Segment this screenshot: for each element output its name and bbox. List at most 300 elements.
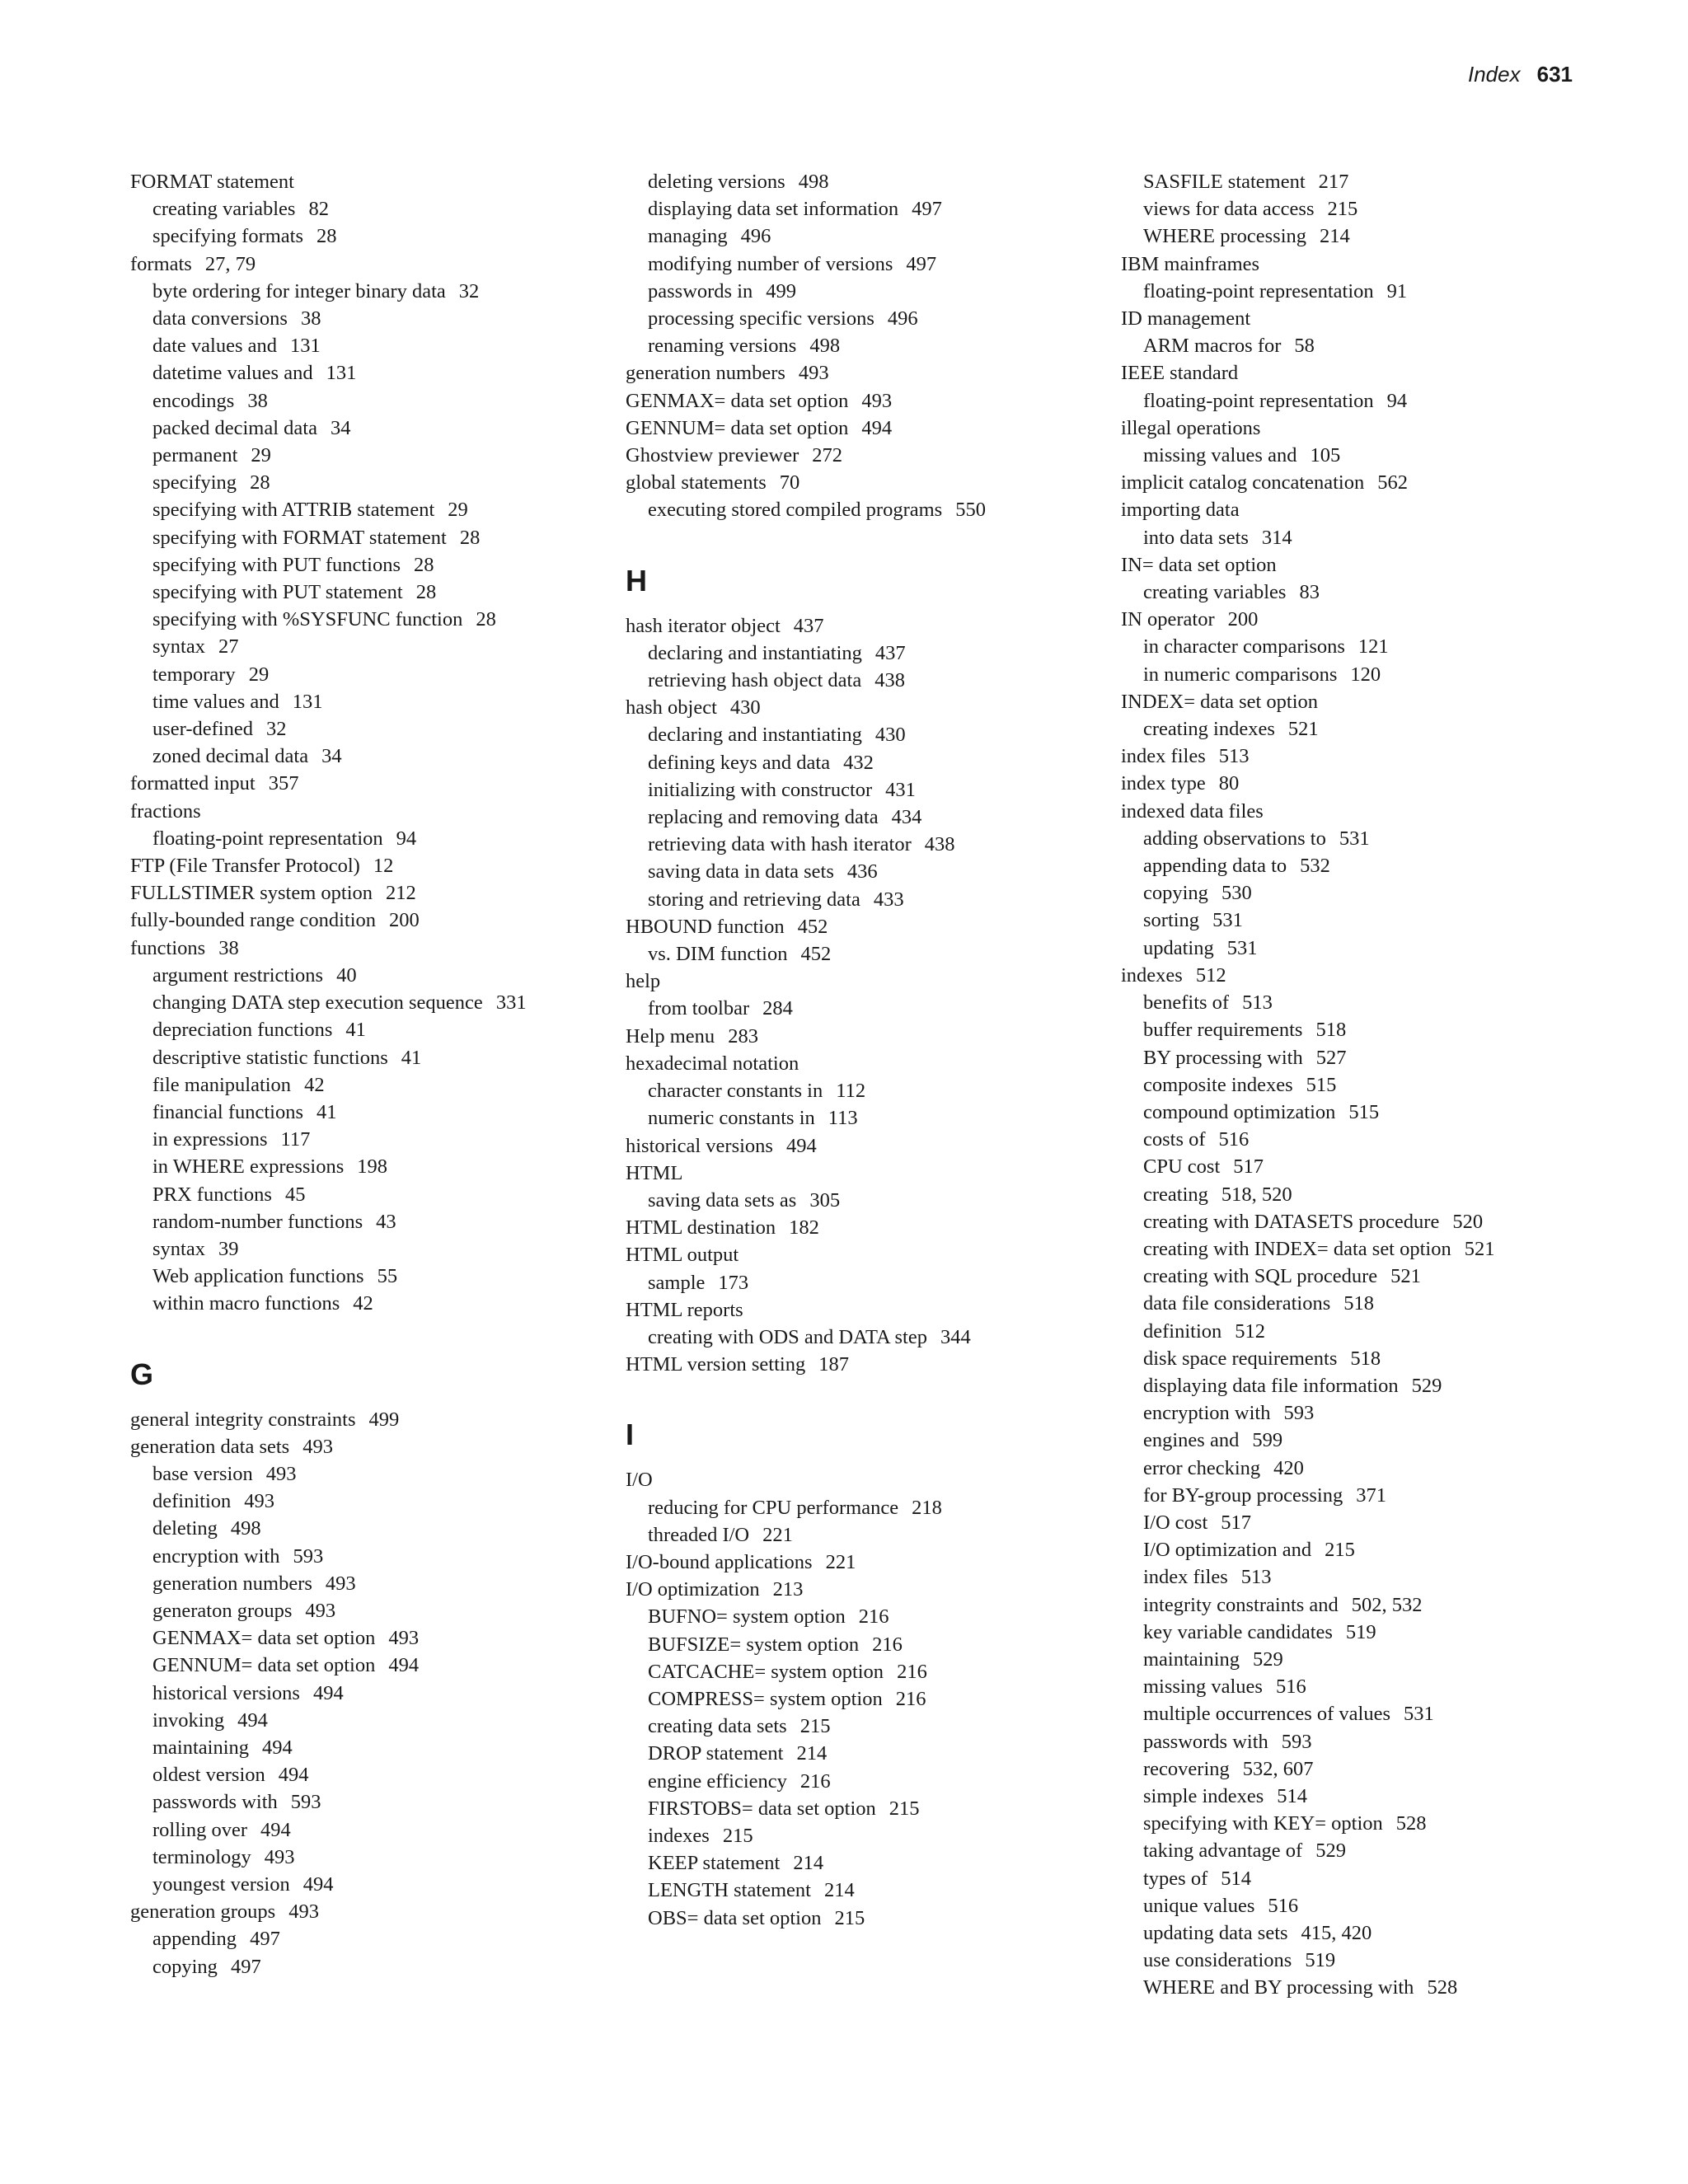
page-reference: 494 (312, 1681, 344, 1704)
page-reference: 216 (895, 1687, 926, 1710)
page-reference: 121 (1357, 635, 1389, 658)
index-term: in expressions (152, 1128, 268, 1151)
index-term: benefits of (1143, 991, 1230, 1015)
section-spacer (626, 1378, 1087, 1405)
index-subentry (626, 1631, 1087, 1658)
index-term: file manipulation (152, 1073, 292, 1096)
index-term: creating variables (152, 198, 296, 221)
page-reference: 494 (785, 1134, 817, 1157)
page-reference: 494 (237, 1708, 268, 1732)
index-term: illegal operations (1121, 416, 1261, 439)
page-reference: 55 (377, 1265, 398, 1288)
index-term: generation numbers (152, 1572, 312, 1595)
page-reference: 497 (250, 1928, 280, 1951)
index-term: compound optimization (1143, 1100, 1336, 1123)
index-entry (626, 415, 1087, 442)
index-term: costs of (1143, 1128, 1206, 1151)
index-subentry (626, 1713, 1087, 1740)
index-term: argument restrictions (152, 963, 324, 987)
page-reference: 528 (1395, 1812, 1427, 1835)
index-subentry (1121, 1399, 1582, 1427)
page-reference: 34 (330, 416, 351, 439)
page-reference: 493 (302, 1435, 333, 1458)
index-term: generation data sets (130, 1435, 290, 1458)
index-entry (130, 935, 592, 962)
index-entry (626, 359, 1087, 387)
index-term: renaming versions (648, 335, 797, 358)
index-term: GENNUM= data set option (626, 416, 849, 439)
index-subentry (626, 1905, 1087, 1932)
index-term: creating with DATASETS procedure (1143, 1210, 1440, 1233)
page-reference: 41 (345, 1019, 366, 1042)
index-entry (130, 251, 592, 278)
page-reference: 216 (872, 1633, 903, 1656)
page-reference: 516 (1275, 1675, 1306, 1699)
index-term: character constants in (648, 1080, 823, 1103)
index-term: byte ordering for integer binary data (152, 279, 446, 302)
page-reference: 216 (858, 1605, 889, 1629)
index-term: definition (152, 1490, 232, 1513)
index-term: defining keys and data (648, 751, 831, 774)
page-reference: 38 (300, 307, 321, 330)
index-subentry (1121, 195, 1582, 223)
index-subentry (626, 721, 1087, 748)
page-reference: 493 (288, 1900, 319, 1924)
page-reference: 531 (1226, 936, 1258, 959)
index-subentry (1121, 1099, 1582, 1126)
index-column-2 (626, 168, 1087, 1932)
index-term: help (626, 970, 661, 993)
index-term: in numeric comparisons (1143, 663, 1338, 686)
header-title: Index (1468, 62, 1521, 87)
index-term: descriptive statistic functions (152, 1046, 388, 1069)
index-term: Ghostview previewer (626, 444, 799, 467)
page-reference: 517 (1233, 1155, 1264, 1179)
index-subentry (626, 749, 1087, 776)
index-subentry (1121, 1563, 1582, 1591)
index-subentry (626, 496, 1087, 523)
index-term: formatted input (130, 772, 256, 795)
page-reference: 215 (1327, 198, 1358, 221)
index-entry (130, 1433, 592, 1460)
index-subentry (130, 1844, 592, 1871)
index-term: index type (1121, 772, 1206, 795)
index-entry (1121, 606, 1582, 633)
page-reference: 41 (401, 1046, 422, 1069)
index-term: implicit catalog concatenation (1121, 471, 1365, 494)
index-subentry (130, 1153, 592, 1180)
index-entry (1121, 798, 1582, 825)
index-entry (130, 1898, 592, 1925)
index-term: LENGTH statement (648, 1879, 811, 1902)
section-letter: I (626, 1418, 635, 1452)
index-subentry (1121, 1263, 1582, 1290)
page-reference: 215 (834, 1906, 865, 1929)
page-reference: 32 (265, 718, 287, 741)
index-term: sample (648, 1271, 706, 1294)
index-entry (626, 1241, 1087, 1268)
page-reference: 214 (824, 1879, 855, 1902)
index-subentry (1121, 1673, 1582, 1700)
page-reference: 12 (373, 855, 394, 878)
index-term: floating-point representation (1143, 389, 1374, 412)
index-term: oldest version (152, 1764, 265, 1787)
index-subentry (130, 415, 592, 442)
index-term: GENNUM= data set option (152, 1654, 376, 1677)
index-term: modifying number of versions (648, 252, 893, 275)
index-term: use considerations (1143, 1949, 1292, 1972)
index-subentry (130, 1290, 592, 1317)
index-term: fully-bounded range condition (130, 909, 377, 932)
index-subentry (130, 551, 592, 579)
index-term: composite indexes (1143, 1073, 1293, 1096)
index-term: initializing with constructor (648, 778, 873, 801)
page-reference: 200 (1227, 608, 1259, 631)
page-reference: 512 (1195, 963, 1226, 987)
index-subentry (626, 995, 1087, 1022)
page-reference: 216 (799, 1769, 831, 1793)
page-reference: 529 (1253, 1647, 1283, 1671)
index-subentry (626, 1269, 1087, 1296)
index-term: floating-point representation (1143, 279, 1374, 302)
index-subentry (626, 804, 1087, 831)
index-term: specifying with ATTRIB statement (152, 499, 435, 522)
index-subentry (130, 1515, 592, 1542)
index-subentry (130, 1099, 592, 1126)
index-entry (1121, 551, 1582, 579)
index-term: disk space requirements (1143, 1347, 1338, 1370)
index-subentry (626, 195, 1087, 223)
page-reference: 131 (292, 690, 323, 713)
index-entry (1121, 305, 1582, 332)
index-subentry (130, 989, 592, 1016)
index-subentry (626, 1077, 1087, 1104)
index-subentry (130, 1263, 592, 1290)
index-subentry (130, 332, 592, 359)
page-reference: 214 (793, 1852, 824, 1875)
index-subentry (130, 1044, 592, 1071)
index-entry (626, 1023, 1087, 1050)
index-subentry (130, 579, 592, 606)
index-subentry (1121, 1016, 1582, 1043)
page-reference: 215 (799, 1715, 831, 1738)
index-term: historical versions (152, 1681, 300, 1704)
index-subentry (1121, 825, 1582, 852)
index-term: ID management (1121, 307, 1251, 330)
index-term: indexed data files (1121, 799, 1264, 823)
index-term: DROP statement (648, 1742, 784, 1765)
page-reference: 452 (800, 943, 832, 966)
index-term: BY processing with (1143, 1046, 1303, 1069)
index-subentry (1121, 852, 1582, 879)
page-reference: 437 (793, 614, 824, 637)
index-term: displaying data set information (648, 198, 899, 221)
index-term: hash iterator object (626, 614, 781, 637)
index-subentry (130, 633, 592, 660)
index-subentry (130, 223, 592, 250)
index-subentry (130, 1788, 592, 1816)
index-term: saving data sets as (648, 1188, 797, 1212)
section-letter: H (626, 563, 647, 598)
index-term: creating with INDEX= data set option (1143, 1237, 1451, 1260)
index-term: HTML output (626, 1244, 739, 1267)
index-term: taking advantage of (1143, 1840, 1303, 1863)
page-reference: 493 (388, 1627, 420, 1650)
page-reference: 518 (1315, 1019, 1347, 1042)
index-term: FULLSTIMER system option (130, 882, 373, 905)
page-reference: 415, 420 (1301, 1922, 1372, 1944)
index-term: random-number functions (152, 1210, 363, 1233)
index-subentry (1121, 1619, 1582, 1646)
index-subentry (626, 667, 1087, 694)
index-subentry (1121, 168, 1582, 195)
index-term: specifying with PUT functions (152, 553, 401, 576)
page-reference: 27, 79 (204, 252, 256, 275)
index-subentry (1121, 1810, 1582, 1837)
page-reference: 516 (1218, 1128, 1250, 1151)
index-term: ARM macros for (1143, 335, 1282, 358)
index-subentry (626, 1740, 1087, 1767)
page-reference: 217 (1318, 171, 1349, 193)
page-reference: 515 (1306, 1073, 1337, 1096)
index-entry (1121, 415, 1582, 442)
page-reference: 497 (906, 252, 937, 275)
index-term: updating (1143, 936, 1214, 959)
page-reference: 38 (247, 389, 268, 412)
index-subentry (626, 1324, 1087, 1351)
page-reference: 497 (912, 198, 942, 221)
index-term: data file considerations (1143, 1292, 1331, 1315)
index-subentry (1121, 1235, 1582, 1263)
page-reference: 70 (779, 471, 800, 494)
index-entry (626, 469, 1087, 496)
index-subentry (1121, 223, 1582, 250)
page-reference: 499 (368, 1408, 400, 1431)
page-reference: 431 (885, 778, 916, 801)
section-spacer (130, 1318, 592, 1345)
index-subentry (130, 1734, 592, 1761)
index-subentry (1121, 1482, 1582, 1509)
index-entry (130, 798, 592, 825)
index-term: creating indexes (1143, 718, 1275, 741)
page-reference: 531 (1404, 1703, 1434, 1726)
index-term: specifying (152, 471, 237, 494)
index-subentry (626, 858, 1087, 885)
page-reference: 39 (218, 1237, 239, 1260)
index-column-3 (1121, 168, 1582, 2002)
index-subentry (130, 825, 592, 852)
page-reference: 593 (1281, 1730, 1312, 1753)
page-reference: 213 (772, 1578, 804, 1601)
page-reference: 562 (1377, 471, 1408, 494)
page-reference: 515 (1348, 1100, 1380, 1123)
index-subentry (130, 1071, 592, 1099)
index-subentry (130, 1871, 592, 1898)
index-entry (1121, 251, 1582, 278)
page-reference: 120 (1350, 663, 1381, 686)
index-term: sorting (1143, 909, 1200, 932)
index-entry (1121, 688, 1582, 715)
page-reference: 91 (1386, 279, 1408, 302)
page-reference: 498 (809, 335, 841, 358)
index-entry (626, 1160, 1087, 1187)
index-entry (130, 168, 592, 195)
index-term: engines and (1143, 1429, 1240, 1452)
index-term: functions (130, 936, 206, 959)
index-subentry (1121, 1947, 1582, 1974)
page-reference: 437 (874, 641, 906, 664)
index-subentry (1121, 989, 1582, 1016)
page-reference: 305 (809, 1188, 841, 1212)
index-entry (626, 1549, 1087, 1576)
page-reference: 314 (1261, 526, 1292, 549)
index-term: into data sets (1143, 526, 1249, 549)
index-subentry (130, 1707, 592, 1734)
page-reference: 593 (1283, 1402, 1315, 1425)
index-term: floating-point representation (152, 827, 383, 850)
index-term: managing (648, 225, 728, 248)
index-term: vs. DIM function (648, 943, 788, 966)
index-subentry (626, 1822, 1087, 1849)
index-term: HTML (626, 1161, 683, 1184)
index-term: changing DATA step execution sequence (152, 991, 483, 1015)
page-reference: 529 (1411, 1374, 1442, 1397)
index-entry (130, 879, 592, 907)
page-reference: 502, 532 (1351, 1593, 1423, 1616)
page-reference: 498 (230, 1517, 261, 1540)
page-reference: 493 (265, 1462, 297, 1485)
index-term: maintaining (1143, 1647, 1240, 1671)
index-term: indexes (1121, 963, 1183, 987)
index-subentry (626, 1521, 1087, 1549)
index-term: creating variables (1143, 581, 1287, 604)
index-term: fractions (130, 799, 201, 823)
index-subentry (130, 1208, 592, 1235)
index-subentry (626, 640, 1087, 667)
index-term: for BY-group processing (1143, 1483, 1343, 1507)
index-subentry (626, 305, 1087, 332)
index-term: depreciation functions (152, 1019, 333, 1042)
page-reference: 112 (836, 1080, 866, 1103)
index-term: hash object (626, 696, 717, 719)
index-term: creating data sets (648, 1715, 787, 1738)
page-reference: 212 (386, 882, 416, 905)
page-reference: 498 (798, 171, 829, 193)
index-term: datetime values and (152, 362, 313, 385)
page-reference: 493 (244, 1490, 275, 1513)
page-reference: 532, 607 (1242, 1757, 1314, 1780)
page-reference: 518 (1350, 1347, 1381, 1370)
page-reference: 532 (1300, 855, 1330, 878)
page-reference: 42 (353, 1292, 373, 1315)
index-term: historical versions (626, 1134, 773, 1157)
index-subentry (130, 1460, 592, 1488)
index-entry (1121, 469, 1582, 496)
index-subentry (1121, 935, 1582, 962)
page-reference: 284 (762, 997, 793, 1020)
index-term: I/O optimization (626, 1578, 760, 1601)
index-term: simple indexes (1143, 1784, 1264, 1807)
index-term: I/O cost (1143, 1511, 1208, 1534)
index-term: WHERE processing (1143, 225, 1306, 248)
page-reference: 420 (1273, 1456, 1304, 1479)
index-term: OBS= data set option (648, 1906, 822, 1929)
page-reference: 344 (940, 1325, 971, 1348)
index-subentry (626, 223, 1087, 250)
index-entry (626, 1351, 1087, 1378)
index-term: HTML reports (626, 1298, 743, 1321)
index-term: financial functions (152, 1100, 304, 1123)
page-reference: 221 (762, 1523, 793, 1546)
page-reference: 430 (729, 696, 761, 719)
section-letter: G (130, 1357, 154, 1391)
page-reference: 531 (1212, 909, 1243, 932)
page-reference: 496 (887, 307, 918, 330)
index-term: data conversions (152, 307, 288, 330)
index-term: permanent (152, 444, 238, 467)
index-subentry (626, 1849, 1087, 1877)
page-reference: 131 (290, 335, 321, 358)
index-subentry (1121, 1646, 1582, 1673)
index-subentry (1121, 1071, 1582, 1099)
index-subentry (1121, 579, 1582, 606)
index-subentry (130, 1016, 592, 1043)
page-reference: 493 (305, 1599, 336, 1622)
index-subentry (1121, 1372, 1582, 1399)
index-subentry (130, 278, 592, 305)
index-subentry (626, 278, 1087, 305)
index-term: hexadecimal notation (626, 1052, 799, 1075)
index-term: multiple occurrences of values (1143, 1703, 1391, 1726)
page-reference: 494 (278, 1764, 309, 1787)
page-reference: 531 (1339, 827, 1370, 850)
page-reference: 82 (308, 198, 329, 221)
index-term: SASFILE statement (1143, 171, 1306, 193)
index-subentry (130, 1543, 592, 1570)
page-reference: 27 (218, 635, 239, 658)
index-entry (130, 907, 592, 934)
index-subentry (130, 1925, 592, 1952)
page-reference: 521 (1464, 1237, 1495, 1260)
index-subentry (1121, 278, 1582, 305)
page-reference: 514 (1277, 1784, 1308, 1807)
page-reference: 497 (230, 1955, 261, 1978)
index-term: appending (152, 1928, 237, 1951)
index-term: creating with SQL procedure (1143, 1265, 1378, 1288)
page-reference: 214 (796, 1742, 828, 1765)
index-subentry (1121, 661, 1582, 688)
page-reference: 513 (1242, 991, 1273, 1015)
page-reference: 29 (448, 499, 468, 522)
index-subentry (130, 1680, 592, 1707)
index-subentry (130, 442, 592, 469)
page-reference: 529 (1315, 1840, 1346, 1863)
index-term: retrieving hash object data (648, 669, 862, 692)
page-reference: 518, 520 (1221, 1183, 1292, 1206)
index-term: specifying with %SYSFUNC function (152, 608, 463, 631)
index-subentry (130, 661, 592, 688)
page-reference: 28 (250, 471, 270, 494)
index-term: base version (152, 1462, 253, 1485)
page-reference: 430 (874, 724, 906, 747)
index-entry (626, 612, 1087, 640)
page-reference: 494 (388, 1654, 420, 1677)
index-entry (1121, 770, 1582, 797)
index-subentry (130, 606, 592, 633)
index-entry (1121, 743, 1582, 770)
page-reference: 519 (1345, 1620, 1376, 1643)
index-entry (626, 442, 1087, 469)
